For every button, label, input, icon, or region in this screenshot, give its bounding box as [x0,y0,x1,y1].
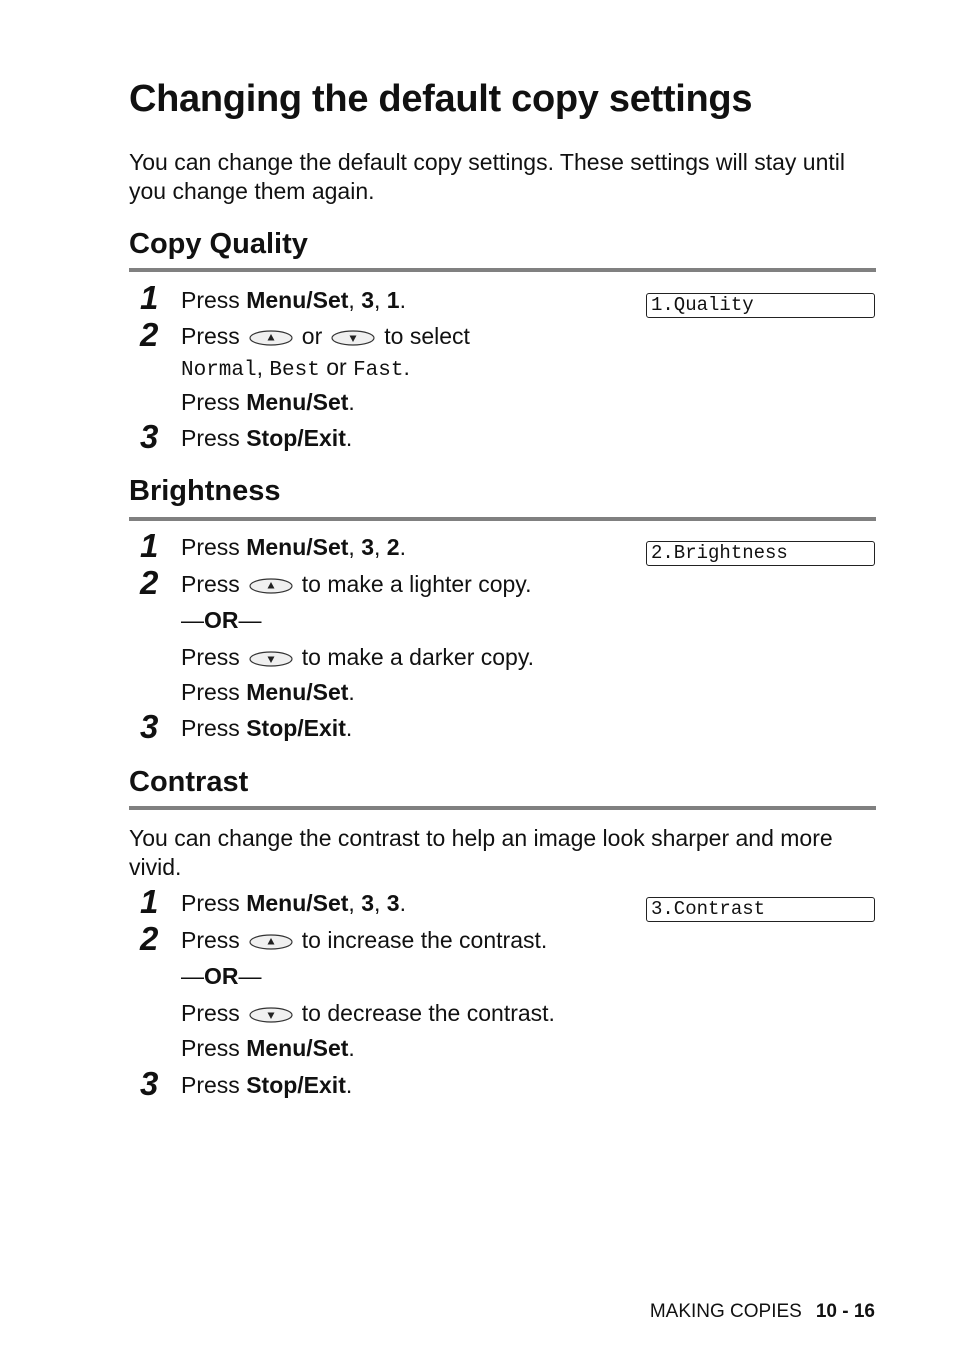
step-text: Press to increase the contrast. [181,926,547,956]
down-arrow-button-icon [331,324,375,352]
step-text: Press to make a darker copy. [181,643,534,673]
step-text: Press to make a lighter copy. [181,570,531,600]
quality-options: Normal, Best or Fast. [181,354,410,382]
step-text: Press Menu/Set. [181,679,355,705]
down-arrow-button-icon [249,1001,293,1029]
up-arrow-button-icon [249,928,293,956]
or-divider: —OR— [181,607,262,633]
contrast-intro: You can change the contrast to help an image look sharper and more vivid. [129,825,833,880]
step-text: Press Stop/Exit. [181,425,353,451]
lcd-display: 2.Brightness [646,541,875,566]
step-number: 1 [140,279,159,316]
page-number: 10 - 16 [815,1301,875,1322]
step-text: Press to decrease the contrast. [181,999,555,1029]
step-number: 3 [140,708,159,745]
step-text: Press Stop/Exit. [181,715,353,741]
page-title: Changing the default copy settings [129,78,753,120]
step-number: 2 [140,316,159,353]
lcd-display: 1.Quality [646,293,875,318]
step-number: 1 [140,527,159,564]
page-footer [650,1301,875,1323]
down-arrow-button-icon [249,645,293,673]
up-arrow-button-icon [249,324,293,352]
brightness-heading: Brightness [129,475,281,507]
step-text: Press Menu/Set. [181,389,355,415]
section-divider [129,517,876,521]
step-number: 3 [140,418,159,455]
step-number: 3 [140,1065,159,1102]
section-divider [129,268,876,272]
up-arrow-button-icon [249,572,293,600]
step-text: Press or to select [181,322,470,352]
section-divider [129,806,876,810]
step-text: Press Menu/Set. [181,1035,355,1061]
step-number: 2 [140,920,159,957]
step-text: Press Stop/Exit. [181,1072,353,1098]
step-text: Press Menu/Set, 3, 1. [181,287,406,313]
step-text: Press Menu/Set, 3, 3. [181,890,406,916]
footer-section: MAKING COPIES [649,1301,802,1322]
intro-paragraph: You can change the default copy settings. These settings will stay until you change them again. [129,149,845,204]
copy-quality-heading: Copy Quality [129,228,308,260]
step-number: 2 [140,564,159,601]
contrast-heading: Contrast [129,766,249,798]
step-number: 1 [140,883,159,920]
or-divider: —OR— [181,963,262,989]
lcd-display: 3.Contrast [646,897,875,922]
step-text: Press Menu/Set, 3, 2. [181,534,406,560]
